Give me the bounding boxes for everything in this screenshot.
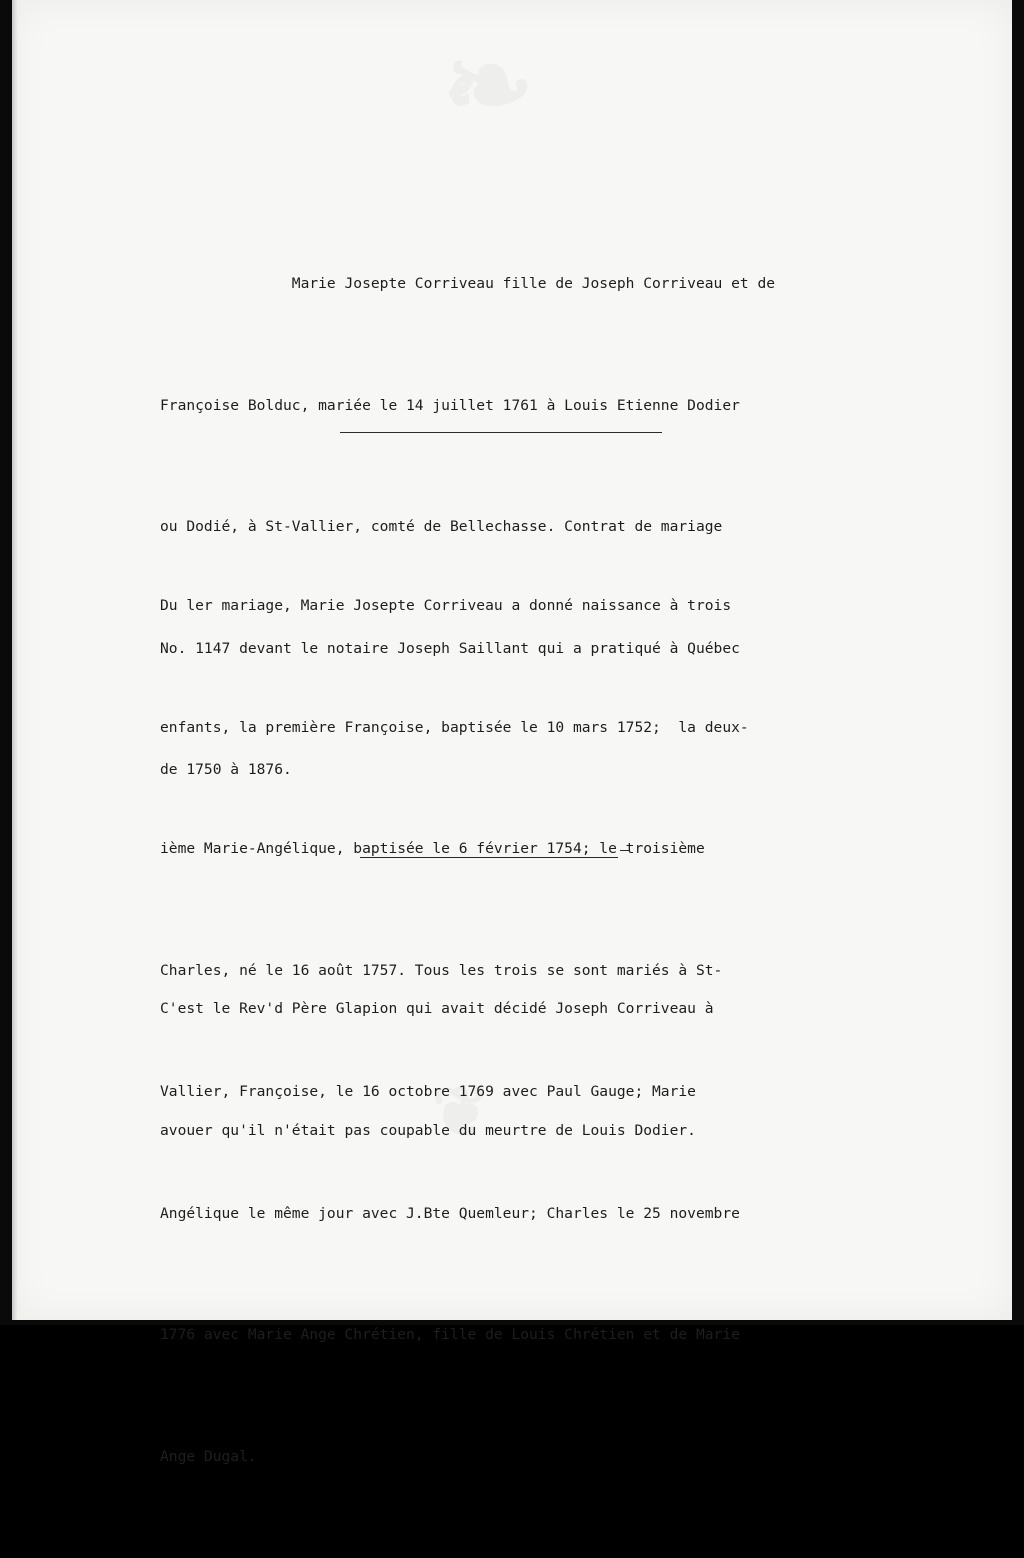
text-line: de 1750 à 1876.	[160, 761, 292, 778]
text-line: ou Dodié, à St-Vallier, comté de Bellechasse. Contrat de mariage	[160, 518, 723, 535]
text-line: Françoise Bolduc, mariée le 14 juillet 1761 à Louis Etienne Dodier	[160, 396, 740, 414]
text-line: 1776 avec Marie Ange Chrétien, fille de Louis Chrétien et de Marie	[160, 1326, 740, 1343]
text-line: Angélique le même jour avec J.Bte Quemleur; Charles le 25 novembre	[160, 1204, 740, 1222]
watermark-top	[440, 18, 555, 151]
text-line: Vallier, Françoise, le 16 octobre 1769 avec Paul Gauge; Marie	[160, 1083, 696, 1100]
text-line: Marie Josepte Corriveau fille de Joseph Corriveau et de	[160, 275, 776, 292]
text-line: avouer qu'il n'était pas coupable du meurtre de Louis Dodier.	[160, 1121, 696, 1139]
page-edge-shadow	[12, 0, 18, 1320]
text-line: ième Marie-Angélique, baptisée le 6 février 1754; le troisième	[160, 840, 705, 857]
separator-rule-tail	[620, 850, 630, 851]
text-line: Ange Dugal.	[160, 1447, 257, 1465]
text-line: Du ler mariage, Marie Josepte Corriveau a donné naissance à trois	[160, 597, 732, 614]
text-line: No. 1147 devant le notaire Joseph Saillant qui a pratiqué à Québec	[160, 639, 740, 657]
paragraph-glapion-note	[160, 908, 840, 1232]
text-line: C'est le Rev'd Père Glapion qui avait décidé Joseph Corriveau à	[160, 1000, 714, 1017]
separator-rule	[340, 432, 662, 433]
text-line: enfants, la première Françoise, baptisée le 10 mars 1752; la deux-	[160, 718, 749, 736]
text-line: Charles, né le 16 août 1757. Tous les trois se sont mariés à St-	[160, 961, 723, 979]
separator-rule	[360, 857, 618, 858]
